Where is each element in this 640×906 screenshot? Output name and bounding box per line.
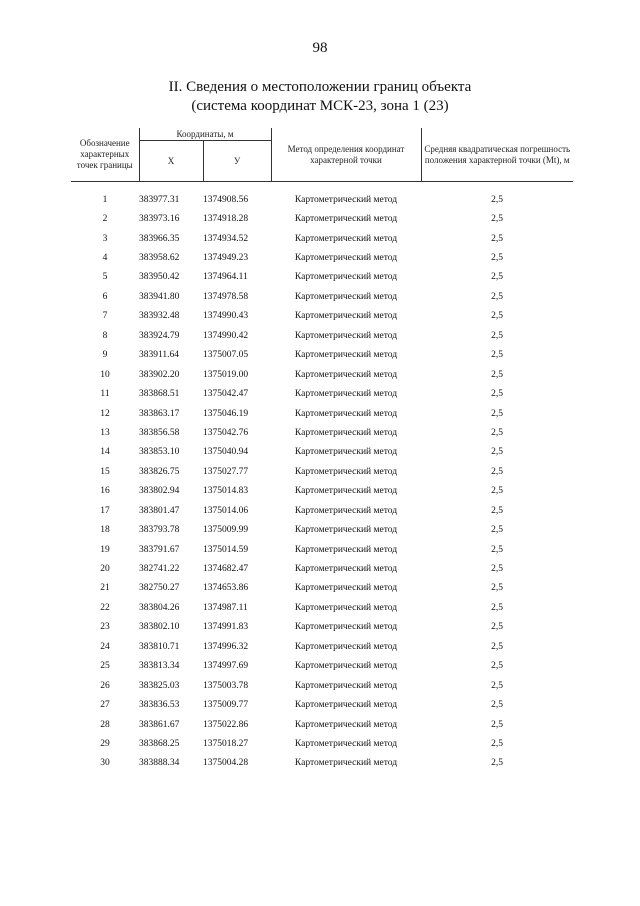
table-row [71, 540, 573, 559]
cell-point-number: 11 [100, 389, 110, 400]
cell-x: 383932.48 [139, 311, 180, 322]
cell-point-number: 18 [100, 525, 110, 536]
cell-x: 383810.71 [139, 641, 180, 652]
table-row [71, 365, 573, 384]
cell-method: Картометрический метод [294, 700, 398, 711]
cell-x: 383868.51 [139, 389, 180, 400]
cell-method: Картометрический метод [294, 583, 398, 594]
cell-method: Картометрический метод [294, 350, 398, 361]
cell-point-number: 14 [100, 447, 110, 458]
cell-y: 1375007.05 [203, 350, 249, 361]
table-row [71, 268, 573, 287]
cell-error: 2,5 [491, 505, 503, 516]
cell-x: 383801.47 [139, 505, 180, 516]
cell-error: 2,5 [491, 466, 503, 477]
cell-y: 1374949.23 [203, 253, 249, 264]
section-title [0, 78, 640, 116]
table-row [71, 734, 573, 753]
cell-y: 1374978.58 [203, 291, 249, 302]
header-x: X [139, 141, 203, 182]
table-row [71, 501, 573, 520]
cell-error: 2,5 [491, 447, 503, 458]
cell-y: 1375027.77 [203, 466, 249, 477]
cell-x: 383911.64 [139, 350, 180, 361]
table-row [71, 657, 573, 676]
cell-point-number: 6 [102, 291, 108, 302]
cell-x: 383966.35 [139, 233, 180, 244]
cell-point-number: 20 [100, 564, 110, 575]
cell-point-number: 10 [100, 369, 110, 380]
table-row [71, 482, 573, 501]
header-error: Средняя квадратическая погрешность положения характерной точки (Mt), м [421, 128, 573, 182]
cell-error: 2,5 [491, 389, 503, 400]
cell-x: 383793.78 [139, 525, 180, 536]
cell-point-number: 5 [102, 272, 108, 283]
cell-y: 1375019.00 [203, 369, 249, 380]
cell-error: 2,5 [491, 700, 503, 711]
cell-y: 1375042.76 [203, 427, 249, 438]
cell-error: 2,5 [491, 311, 503, 322]
cell-point-number: 25 [100, 661, 110, 672]
cell-point-number: 2 [102, 214, 108, 225]
cell-point-number: 1 [102, 194, 108, 205]
cell-method: Картометрический метод [294, 214, 398, 225]
cell-error: 2,5 [491, 272, 503, 283]
cell-error: 2,5 [491, 525, 503, 536]
header-method: Метод определения координат характерной точки [271, 128, 421, 182]
cell-error: 2,5 [491, 233, 503, 244]
table-row [71, 598, 573, 617]
cell-y: 1375022.86 [203, 719, 249, 730]
cell-x: 383861.67 [139, 719, 180, 730]
cell-x: 383813.34 [139, 661, 180, 672]
cell-method: Картометрический метод [294, 194, 398, 205]
cell-error: 2,5 [491, 253, 503, 264]
cell-x: 383977.31 [139, 194, 180, 205]
table-row [71, 307, 573, 326]
header-coordinates: Координаты, м [139, 128, 271, 141]
cell-x: 382741.22 [139, 564, 180, 575]
cell-method: Картометрический метод [294, 661, 398, 672]
cell-x: 383791.67 [139, 544, 180, 555]
table-row [71, 462, 573, 481]
cell-y: 1374990.42 [203, 330, 249, 341]
cell-method: Картометрический метод [294, 311, 398, 322]
cell-y: 1374991.83 [203, 622, 249, 633]
header-y: У [203, 141, 271, 182]
cell-method: Картометрический метод [294, 758, 398, 769]
cell-x: 383941.80 [139, 291, 180, 302]
cell-error: 2,5 [491, 680, 503, 691]
table-row [71, 754, 573, 773]
table-row [71, 695, 573, 714]
cell-y: 1374964.11 [203, 272, 248, 283]
cell-point-number: 4 [102, 253, 108, 264]
header-point-designation: Обозначение характерных точек границы [71, 128, 139, 182]
cell-error: 2,5 [491, 194, 503, 205]
cell-y: 1374997.69 [203, 661, 249, 672]
cell-y: 1374918.28 [203, 214, 249, 225]
cell-error: 2,5 [491, 408, 503, 419]
cell-point-number: 7 [102, 311, 108, 322]
cell-point-number: 17 [100, 505, 110, 516]
cell-method: Картометрический метод [294, 253, 398, 264]
cell-error: 2,5 [491, 583, 503, 594]
table-row [71, 520, 573, 539]
cell-point-number: 16 [100, 486, 110, 497]
cell-y: 1375018.27 [203, 738, 249, 749]
cell-x: 383856.58 [139, 427, 180, 438]
cell-method: Картометрический метод [294, 466, 398, 477]
cell-method: Картометрический метод [294, 486, 398, 497]
cell-y: 1374934.52 [203, 233, 249, 244]
cell-point-number: 22 [100, 602, 110, 613]
cell-x: 383950.42 [139, 272, 180, 283]
cell-x: 383802.10 [139, 622, 180, 633]
cell-point-number: 26 [100, 680, 110, 691]
cell-x: 383863.17 [139, 408, 180, 419]
cell-error: 2,5 [491, 719, 503, 730]
table-row [71, 384, 573, 403]
table-row [71, 287, 573, 306]
cell-point-number: 24 [100, 641, 110, 652]
cell-method: Картометрический метод [294, 602, 398, 613]
cell-error: 2,5 [491, 622, 503, 633]
cell-error: 2,5 [491, 486, 503, 497]
cell-x: 383924.79 [139, 330, 180, 341]
table-row [71, 248, 573, 267]
cell-y: 1374996.32 [203, 641, 249, 652]
coordinates-table-body [71, 182, 573, 774]
cell-error: 2,5 [491, 641, 503, 652]
cell-y: 1375009.99 [203, 525, 249, 536]
cell-x: 383888.34 [139, 758, 180, 769]
cell-error: 2,5 [491, 369, 503, 380]
cell-y: 1375009.77 [203, 700, 249, 711]
table-row [71, 326, 573, 345]
table-row [71, 559, 573, 578]
cell-method: Картометрический метод [294, 505, 398, 516]
cell-x: 382750.27 [139, 583, 180, 594]
table-row [71, 715, 573, 734]
cell-point-number: 29 [100, 738, 110, 749]
cell-x: 383958.62 [139, 253, 180, 264]
table-row [71, 229, 573, 248]
cell-method: Картометрический метод [294, 738, 398, 749]
table-row [71, 404, 573, 423]
table-row [71, 618, 573, 637]
cell-y: 1375040.94 [203, 447, 249, 458]
cell-point-number: 19 [100, 544, 110, 555]
cell-y: 1374653.86 [203, 583, 249, 594]
cell-error: 2,5 [491, 544, 503, 555]
cell-error: 2,5 [491, 758, 503, 769]
table-row [71, 676, 573, 695]
cell-point-number: 30 [100, 758, 110, 769]
table-row [71, 346, 573, 365]
cell-y: 1375004.28 [203, 758, 249, 769]
cell-y: 1374908.56 [203, 194, 249, 205]
table-row [71, 443, 573, 462]
cell-point-number: 21 [100, 583, 110, 594]
cell-method: Картометрический метод [294, 622, 398, 633]
cell-y: 1374682.47 [203, 564, 249, 575]
cell-point-number: 23 [100, 622, 110, 633]
section-title-line-2: (система координат МСК-23, зона 1 (23) [191, 98, 449, 114]
cell-point-number: 12 [100, 408, 110, 419]
cell-x: 383826.75 [139, 466, 180, 477]
cell-x: 383802.94 [139, 486, 180, 497]
cell-error: 2,5 [491, 564, 503, 575]
cell-point-number: 15 [100, 466, 110, 477]
cell-x: 383804.26 [139, 602, 180, 613]
cell-error: 2,5 [491, 427, 503, 438]
cell-method: Картометрический метод [294, 564, 398, 575]
cell-y: 1374990.43 [203, 311, 249, 322]
cell-y: 1374987.11 [203, 602, 248, 613]
cell-error: 2,5 [491, 291, 503, 302]
cell-point-number: 27 [100, 700, 110, 711]
cell-method: Картометрический метод [294, 408, 398, 419]
cell-x: 383973.16 [139, 214, 180, 225]
cell-method: Картометрический метод [294, 233, 398, 244]
section-title-line-1: II. Сведения о местоположении границ объекта [168, 79, 472, 95]
cell-method: Картометрический метод [294, 291, 398, 302]
cell-y: 1375014.59 [203, 544, 249, 555]
cell-method: Картометрический метод [294, 447, 398, 458]
table-row [71, 209, 573, 228]
cell-error: 2,5 [491, 738, 503, 749]
cell-y: 1375014.83 [203, 486, 249, 497]
cell-error: 2,5 [491, 661, 503, 672]
cell-method: Картометрический метод [294, 680, 398, 691]
cell-x: 383836.53 [139, 700, 180, 711]
cell-method: Картометрический метод [294, 369, 398, 380]
cell-method: Картометрический метод [294, 330, 398, 341]
cell-error: 2,5 [491, 602, 503, 613]
table-row [71, 637, 573, 656]
cell-x: 383902.20 [139, 369, 180, 380]
cell-point-number: 9 [102, 350, 108, 361]
cell-x: 383853.10 [139, 447, 180, 458]
cell-method: Картометрический метод [294, 719, 398, 730]
cell-method: Картометрический метод [294, 427, 398, 438]
coordinates-table [71, 128, 573, 773]
cell-method: Картометрический метод [294, 525, 398, 536]
cell-error: 2,5 [491, 330, 503, 341]
table-row [71, 182, 573, 210]
cell-method: Картометрический метод [294, 272, 398, 283]
cell-method: Картометрический метод [294, 544, 398, 555]
cell-y: 1375046.19 [203, 408, 249, 419]
cell-method: Картометрический метод [294, 641, 398, 652]
cell-method: Картометрический метод [294, 389, 398, 400]
cell-x: 383868.25 [139, 738, 180, 749]
cell-point-number: 3 [102, 233, 108, 244]
page-number: 98 [312, 40, 328, 56]
cell-y: 1375014.06 [203, 505, 249, 516]
cell-y: 1375003.78 [203, 680, 249, 691]
table-row [71, 423, 573, 442]
cell-y: 1375042.47 [203, 389, 249, 400]
cell-point-number: 8 [102, 330, 108, 341]
cell-error: 2,5 [491, 214, 503, 225]
table-row [71, 579, 573, 598]
cell-x: 383825.03 [139, 680, 180, 691]
cell-point-number: 13 [100, 427, 110, 438]
cell-point-number: 28 [100, 719, 110, 730]
cell-error: 2,5 [491, 350, 503, 361]
